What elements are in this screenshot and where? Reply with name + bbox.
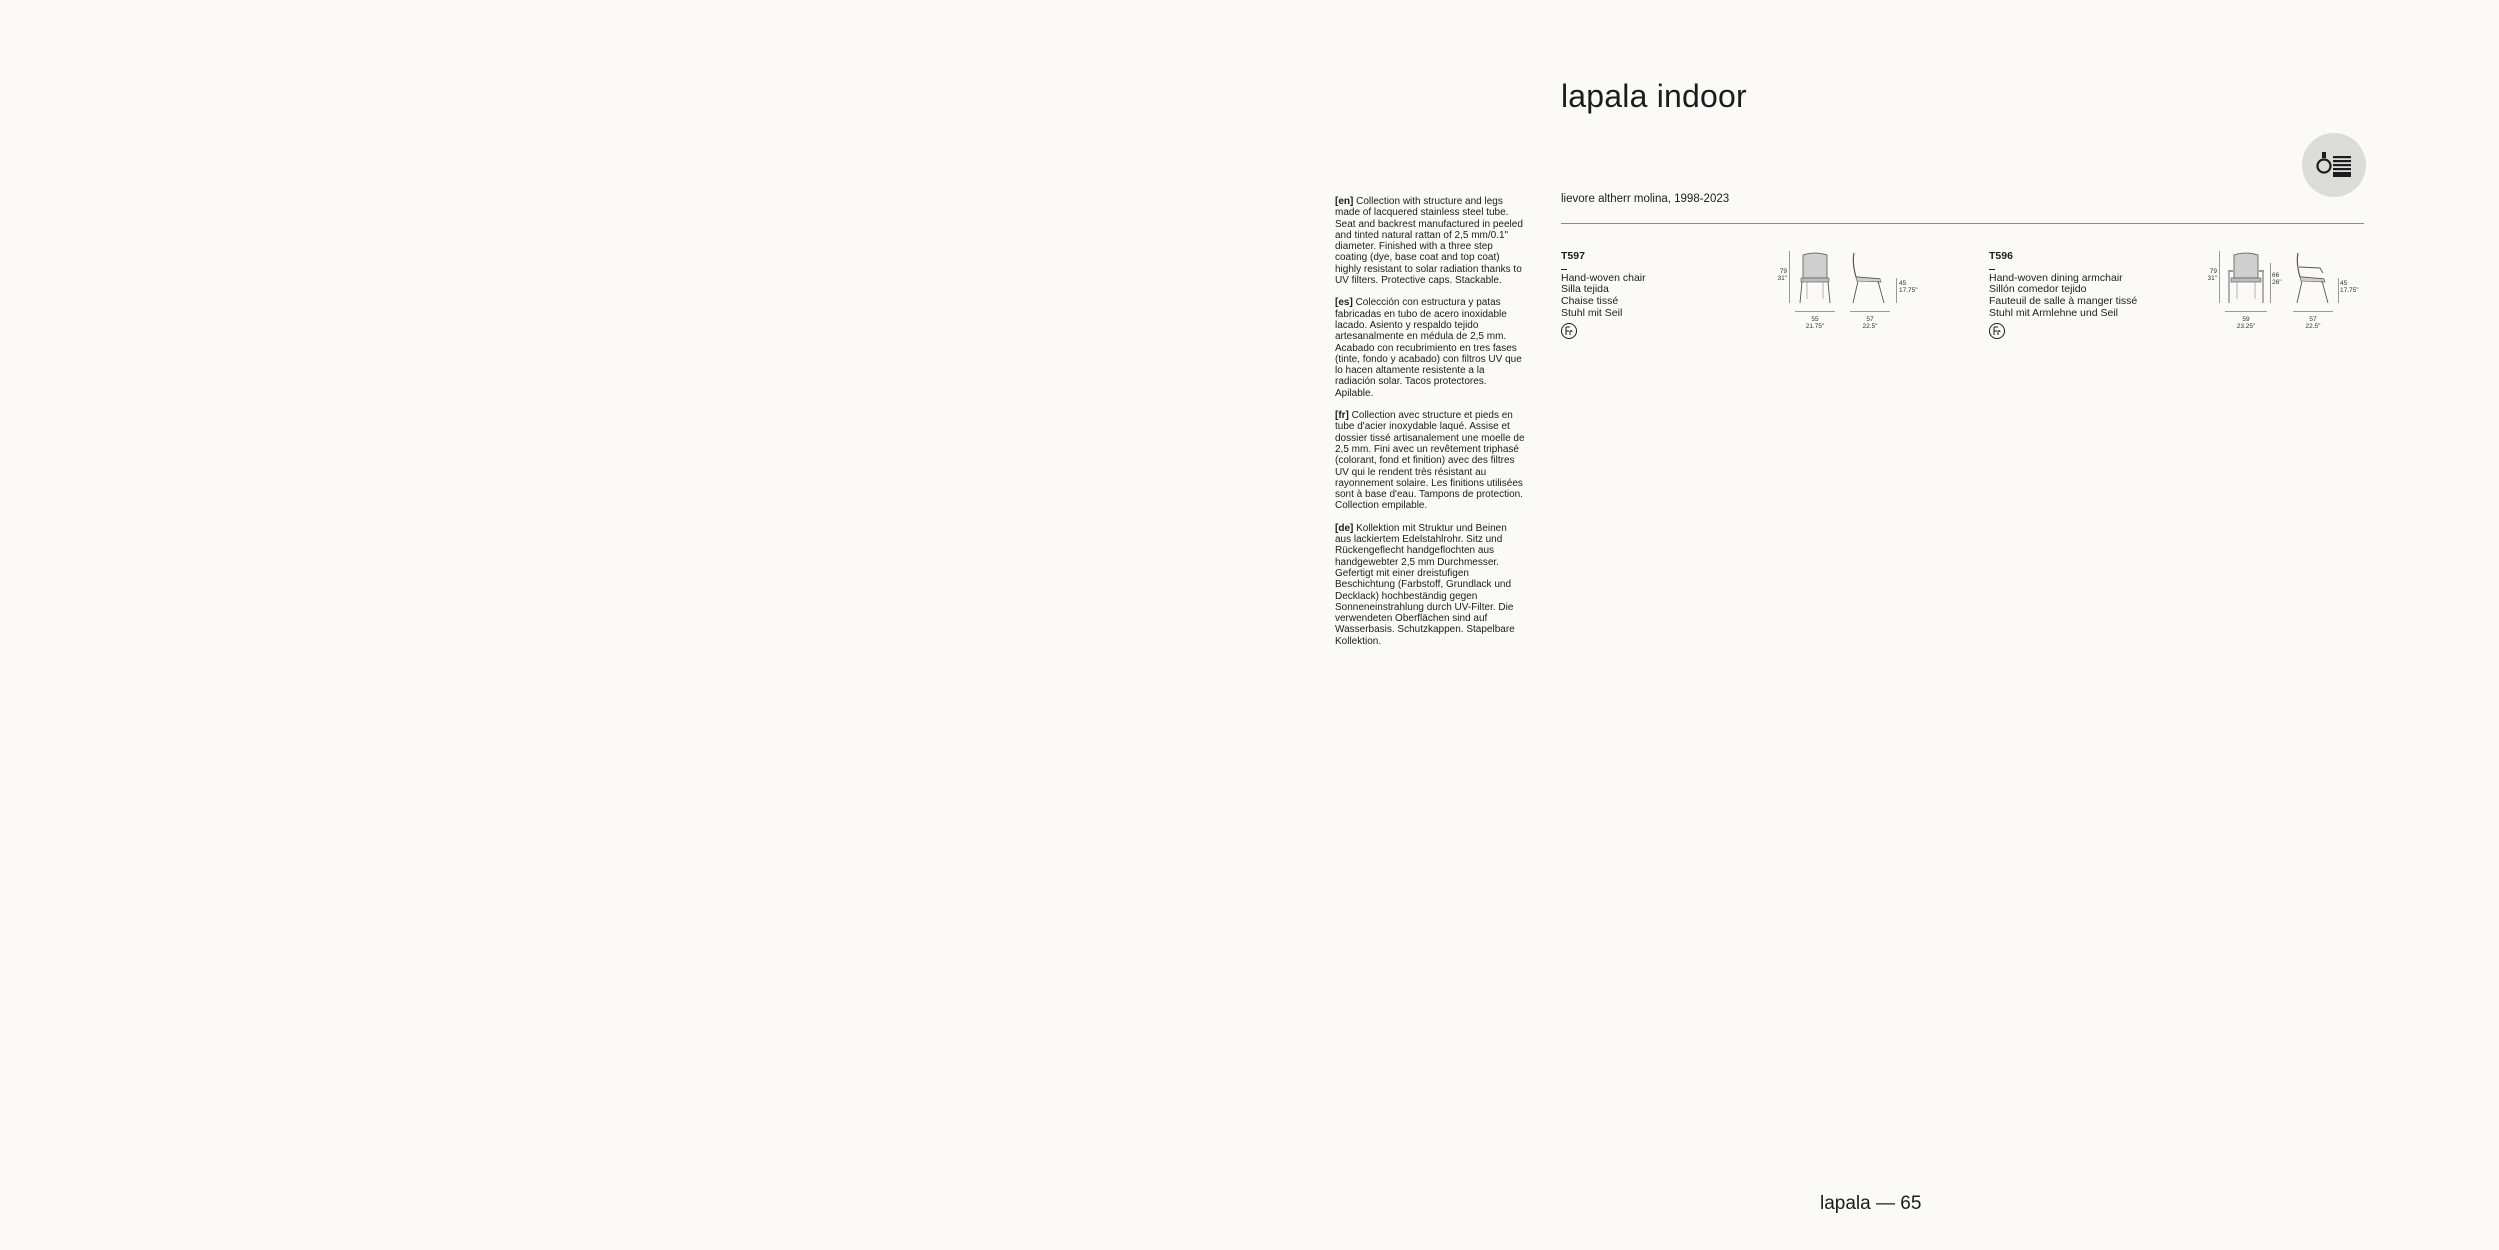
height-line: [2219, 251, 2220, 303]
product-name-en: Hand-woven dining armchair: [1989, 271, 2123, 284]
product-name-en: Hand-woven chair: [1561, 271, 1646, 284]
height-dimension: 79 31": [1777, 268, 1787, 282]
designer-credit: lievore altherr molina, 1998-2023: [1561, 193, 1730, 205]
product-code: T597: [1561, 250, 1585, 262]
depth-line: [2293, 311, 2333, 312]
divider: [1561, 223, 2364, 224]
seat-height-dimension: 45 17.75": [2340, 280, 2359, 294]
depth-line: [1850, 311, 1890, 312]
product-name-de: Stuhl mit Seil: [1561, 306, 1623, 319]
product-code: T596: [1989, 250, 2013, 262]
width-line: [2225, 311, 2267, 312]
description-fr: [fr] Collection avec structure et pieds en tube d'acier inoxydable laqué. Assise et dossier tissé artisanalement une moelle de 2,5 mm. Fini avec un revêtement triphasé (colorant, fond et finition) avec des filtres UV qui le rendent très résistant au rayonnement solaire. Les finitions utilisées sont à base d'eau. Tampons de protection. Collection empilable.: [1335, 410, 1525, 512]
product-name-es: Silla tejida: [1561, 283, 1609, 296]
height-dimension: 79 31": [2207, 268, 2217, 282]
chair-front-view-drawing: [1795, 251, 1835, 306]
page-number: lapala — 65: [1820, 1193, 1922, 1214]
product-name-fr: Fauteuil de salle à manger tissé: [1989, 295, 2138, 308]
width-line: [1795, 311, 1835, 312]
dash-divider: [1561, 269, 1567, 270]
page-title: lapala indoor: [1561, 78, 1747, 114]
design-award-badge-icon: [2302, 133, 2366, 197]
depth-dimension: 57 22.5": [2305, 316, 2321, 330]
width-dimension: 55 21.75": [1805, 316, 1825, 330]
chair-side-view-drawing: [1848, 251, 1890, 306]
armchair-front-view-drawing: [2225, 251, 2267, 306]
arm-height-line: [2270, 263, 2271, 303]
fire-retardant-icon: [1561, 323, 1577, 339]
description-es: [es] Colección con estructura y patas fabricadas en tubo de acero inoxidable lacado. Asiento y respaldo tejido artesanalmente en médula de 2,5 mm. Acabado con recubrimiento en tres fases (tinte, fondo y acabado) con filtros UV que lo hacen altamente resistente a la radiación solar. Tacos protectores. Apilable.: [1335, 297, 1522, 399]
seat-height-line: [2338, 278, 2339, 303]
product-name-de: Stuhl mit Armlehne und Seil: [1989, 306, 2118, 319]
seat-height-dimension: 45 17.75": [1899, 280, 1918, 294]
description-de: [de] Kollektion mit Struktur und Beinen aus lackiertem Edelstahlrohr. Sitz und Rückengeflecht handgeflochten aus handgewebter 2,5 mm Durchmesser. Gefertigt mit einer dreistufigen Beschichtung (Farbstoff, Grundlack und Decklack) hochbeständig gegen Sonneneinstrahlung durch UV-Filter. Die verwendeten Oberflächen sind auf Wasserbasis. Schutzkappen. Stapelbare Kollektion.: [1335, 522, 1515, 647]
arm-height-dimension: 66 26": [2272, 272, 2282, 286]
product-name-es: Sillón comedor tejido: [1989, 283, 2087, 296]
seat-height-line: [1896, 278, 1897, 303]
product-t596: [1989, 251, 2209, 339]
product-name-fr: Chaise tissé: [1561, 295, 1619, 308]
width-dimension: 59 23.25": [2236, 316, 2256, 330]
armchair-side-view-drawing: [2292, 251, 2334, 306]
height-line: [1789, 251, 1790, 303]
product-t597: [1561, 251, 1761, 339]
depth-dimension: 57 22.5": [1862, 316, 1878, 330]
fire-retardant-icon: [1989, 323, 2005, 339]
description-en: [en] Collection with structure and legs made of lacquered stainless steel tube. Seat and backrest manufactured in peeled and tinted natural rattan of 2,5 mm/0.1" diameter. Finished with a three step coating (dye, base coat and top coat) highly resistant to solar radiation thanks to UV filters. Protective caps. Stackable.: [1335, 196, 1523, 287]
dash-divider: [1989, 269, 1995, 270]
description-column: [1335, 196, 1525, 658]
